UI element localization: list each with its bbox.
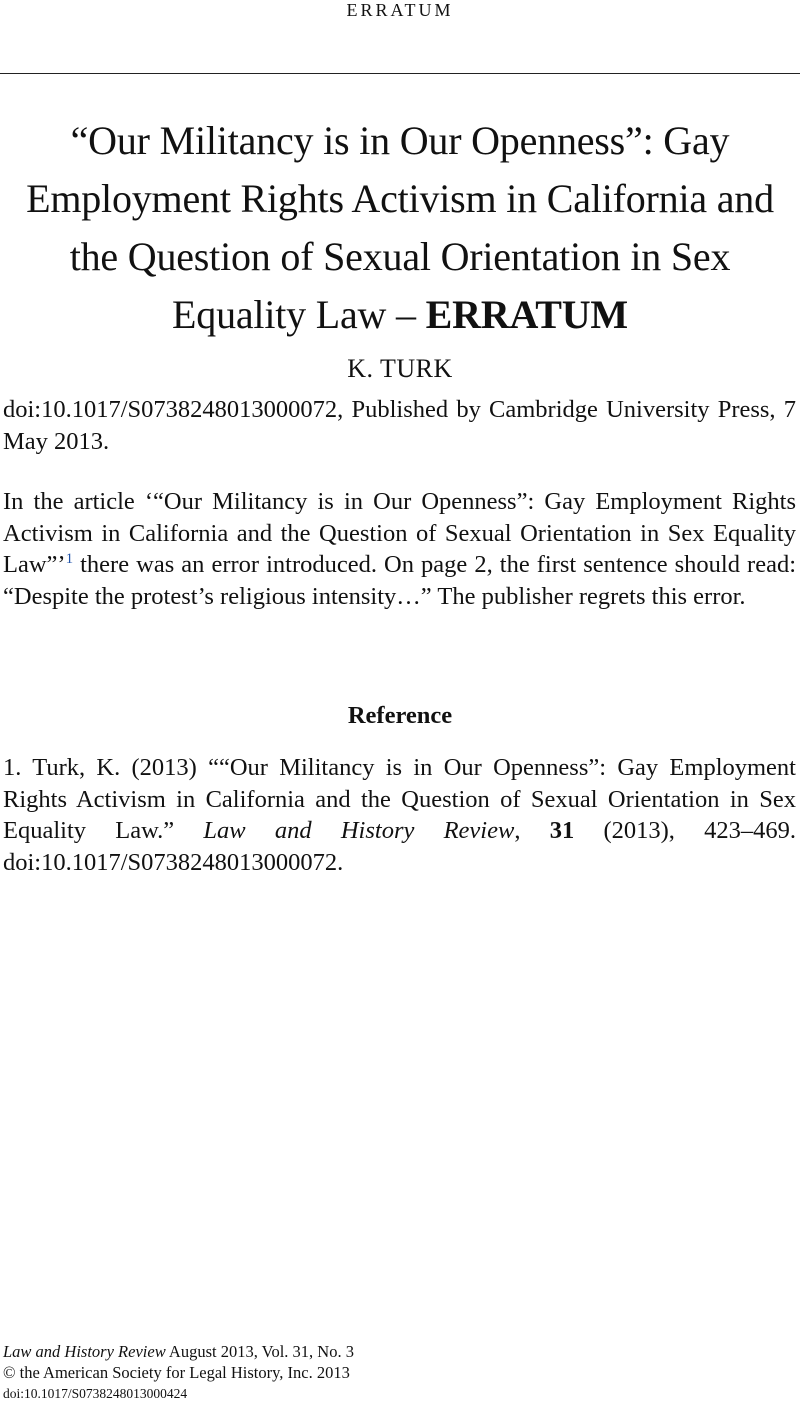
reference-pages-doi: (2013), 423–469. doi:10.1017/S0738248013000072. — [3, 817, 796, 876]
erratum-paragraph — [3, 486, 796, 612]
footer-doi: doi:10.1017/S0738248013000424 — [3, 1386, 188, 1401]
article-title — [0, 112, 800, 344]
footer-issue: August 2013, Vol. 31, No. 3 — [165, 1342, 354, 1361]
doi-statement: doi:10.1017/S0738248013000072, Published by Cambridge University Press, 7 May 2013. — [3, 396, 796, 455]
paragraph-text-start: In the article ‘“Our Militancy is in Our Openness”: Gay Employment Rights Activism in California and the Question of Sexual Orientation in Sex Equality Law”’ — [3, 488, 796, 578]
reference-item — [3, 752, 796, 878]
title-main: “Our Militancy is in Our Openness”: Gay Employment Rights Activism in California and the Question of Sexual Orientation in Sex Equality Law — [26, 118, 774, 337]
header-rule — [0, 73, 800, 74]
reference-volume: 31 — [549, 817, 575, 844]
footer-journal-name: Law and History Review — [3, 1342, 166, 1361]
footer-journal-line — [3, 1341, 783, 1362]
reference-heading: Reference — [347, 702, 453, 729]
author-name: K. TURK — [347, 354, 453, 383]
reference-text: 1. Turk, K. (2013) ““Our Militancy is in Our Openness”: Gay Employment Rights Activism in California and the Question of Sexual Orientation in Sex Equality Law.” — [3, 754, 796, 844]
paragraph-text-end: there was an error introduced. On page 2, the first sentence should read: “Despite the protest’s religious intensity…” The publisher regrets this error. — [3, 551, 796, 610]
footer-copyright: © the American Society for Legal History, Inc. 2013 — [3, 1363, 350, 1382]
footnote-marker[interactable]: 1 — [65, 550, 74, 567]
page-footer — [3, 1341, 783, 1404]
title-dash: – — [386, 292, 426, 337]
running-head: ERRATUM — [346, 0, 454, 20]
reference-separator: , — [514, 817, 550, 844]
reference-journal: Law and History Review — [203, 817, 515, 844]
title-erratum-label: ERRATUM — [425, 292, 628, 337]
